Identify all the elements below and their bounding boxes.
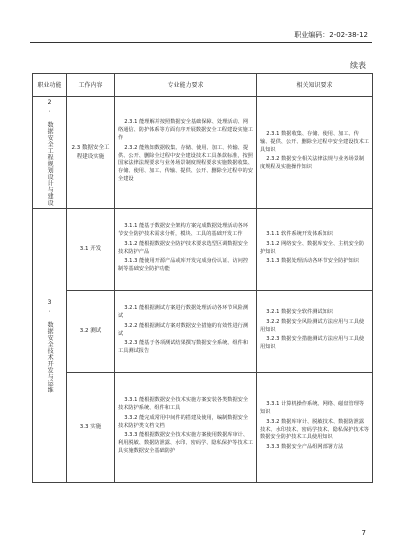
continued-label: 续表: [350, 61, 366, 70]
table-row: [33, 97, 373, 209]
skill-item: 3.3.1 能根据数据安全技术实施方案安装各类数据安全技术防护系统、组件和工具: [118, 397, 249, 411]
skills-cell: [115, 373, 257, 483]
function-label: 3. 数据安全技术开发与运维: [46, 298, 54, 393]
col-header-knowledge: 相关知识要求: [257, 74, 373, 97]
content-cell: 3.2 测试: [67, 291, 115, 373]
skill-item: 3.3.2 能完成常用中间件的搭建及使用，编制数据安全技术防护类文档文档: [118, 414, 249, 429]
skill-item: 2.3.1 能理解并按照数据安全基础保障、处理活动、网络通信、防护体系等方面有序开展数据安全工程建设实施工作: [118, 119, 253, 141]
table-row: [33, 373, 373, 483]
page-number: 7: [361, 529, 366, 537]
skill-item: 3.2.1 能根据测试方案进行数据处理活动各环节风险测试: [118, 305, 249, 319]
skill-item: 3.1.2 能根据数据安全防护技术要求选型区调数据安全技术防护产品: [118, 240, 249, 255]
knowledge-item: 3.3.2 数据库审计、脱敏技术、数据防泄露技术、水印技术、密码学技术、隐私保护技术等数据安全防护技术工具使用知识: [260, 418, 369, 441]
skill-item: 3.3.3 能根据数据安全技术实施方案使用数据库审计、利用脱敏、数据防泄露、水印、密码学、隐私保护等技术工具实施数据安全基础防护: [118, 432, 253, 454]
function-cell: [33, 209, 67, 483]
skill-item: 3.2.2 能根据测试方案对数据安全措施的有效性进行测试: [118, 322, 249, 337]
table-row: [33, 291, 373, 373]
skills-cell: [115, 209, 257, 291]
table-header-row: [33, 74, 373, 97]
knowledge-item: 3.1.2 网络安全、数据库安全、主机安全防护知识: [260, 240, 365, 255]
function-label: 2. 数据安全工程规划设计与建设: [46, 99, 54, 206]
function-cell: [33, 97, 67, 209]
knowledge-item: 3.3.3 数据安全产品组网部署方法: [266, 444, 344, 451]
content-cell: 3.1 开发: [67, 209, 115, 291]
knowledge-item: 3.2.3 数据安全措施测试方法应用与工具使用知识: [260, 336, 365, 351]
knowledge-item: 3.1.1 软件系统开发体系知识: [266, 230, 333, 237]
knowledge-item: 3.3.1 计算机操作系统、网络、磁盘管理等知识: [260, 401, 365, 415]
skill-item: 3.1.1 能基于数据安全架构方案完成数据处理活动各环节安全防护技术需求分析，模块、工具的基础开发工作: [118, 223, 249, 237]
knowledge-item: 2.3.2 数据安全相关法律法规与业务场景制度规程及实施操作知识: [260, 156, 365, 171]
col-header-content: 工作内容: [67, 74, 115, 97]
header-divider: [30, 42, 372, 43]
col-header-skills: 专业能力要求: [115, 74, 257, 97]
skill-item: 3.2.3 能基于各项测试结果撰写数据安全系统、组件和工具测试报告: [118, 340, 249, 355]
knowledge-item: 3.1.3 数据处理活动各环节安全防护知识: [266, 258, 359, 265]
skills-cell: [115, 291, 257, 373]
skills-cell: [115, 97, 257, 209]
knowledge-item: 2.3.1 数据收集、存储、使用、加工、传输、提供、公开、删除全过程中安全建设技术工具知识: [260, 131, 369, 153]
knowledge-cell: [257, 97, 373, 209]
skill-item: 3.1.3 能使用开源产品或库开发完成身份认证、访问控制等基础安全防护功能: [118, 258, 249, 273]
requirements-table: [32, 73, 373, 483]
knowledge-cell: [257, 291, 373, 373]
knowledge-cell: [257, 209, 373, 291]
content-cell: 3.3 实施: [67, 373, 115, 483]
knowledge-item: 3.2.1 数据安全软件测试知识: [266, 309, 333, 315]
col-header-function: 职业功能: [33, 74, 67, 97]
skill-item: 2.3.2 能熟知数据收集、存储、使用、加工、传输、提供、公开、删除全过程中安全建设技术工具条款标准，按照国家法律法规要求与业务场景制度规程要求实施数据收集、存储、使用、加工、传输、提供、公开、删除全过程中的安全建设: [118, 144, 253, 182]
table-row: [33, 209, 373, 291]
knowledge-cell: [257, 373, 373, 483]
occupation-code: 职业编码：2-02-38-12: [294, 31, 368, 39]
knowledge-item: 3.2.2 数据安全风险测试方法应用与工具使用知识: [260, 318, 365, 333]
content-cell: 2.3 数据安全工程建设实施: [67, 97, 115, 209]
